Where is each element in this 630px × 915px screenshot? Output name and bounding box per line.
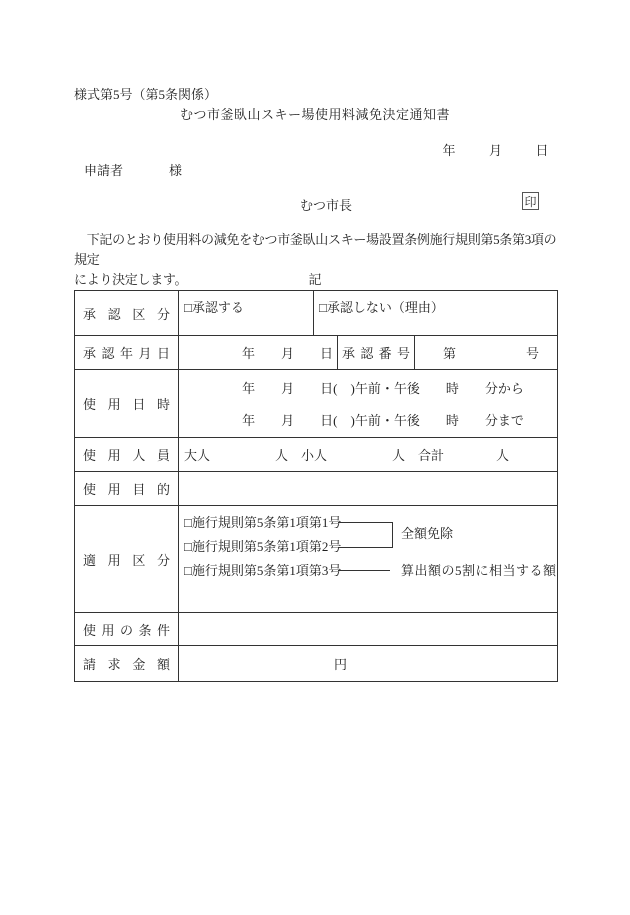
seal-box xyxy=(522,192,539,210)
applied-category-content xyxy=(179,506,557,612)
row-label-applied-category xyxy=(75,506,179,612)
approval-number-placeholder xyxy=(415,336,557,369)
half-exemption-label: 算出額の5割に相当する額 xyxy=(401,563,557,578)
approval-number-suffix: 号 xyxy=(525,346,539,361)
usage-datetime-content xyxy=(179,370,557,437)
applicant-honorific: 様 xyxy=(169,163,183,178)
full-exemption-label: 全額免除 xyxy=(401,526,454,541)
seal-label: 印 xyxy=(524,194,537,209)
row-label-usage-datetime xyxy=(75,370,179,437)
rule-item-3-checkbox-option: □施行規則第5条第1項第3号 xyxy=(184,563,342,578)
row-label-text: 承 認 番 号 xyxy=(342,346,410,361)
approval-number-prefix: 第 xyxy=(443,346,457,361)
table-row-usage-conditions xyxy=(75,613,557,646)
applicant-line xyxy=(84,160,182,179)
usage-people-content: 大人 人 小人 人 合計 人 xyxy=(184,448,510,463)
table-row-billing-amount xyxy=(75,646,557,681)
issuer-name: むつ市長 xyxy=(300,198,353,213)
row-label-usage-people xyxy=(75,438,179,471)
row-label-text: 使 用 の 条 件 xyxy=(83,622,170,638)
approval-date-placeholder: 年 月 日 xyxy=(179,336,338,369)
table-row-approval-date xyxy=(75,336,557,370)
table-row-approval-category xyxy=(75,291,557,336)
approval-number-label xyxy=(338,336,415,369)
table-row-usage-people xyxy=(75,438,557,472)
row-label-text: 承 認 年 月 日 xyxy=(83,346,170,361)
rule-item-1-checkbox-option: □施行規則第5条第1項第1号 xyxy=(184,515,342,530)
row-label-text: 使 用 人 員 xyxy=(83,448,170,463)
row-label-approval-date xyxy=(75,336,179,369)
approve-checkbox-option: □承認する xyxy=(179,291,314,335)
form-number: 様式第5号（第5条関係） xyxy=(74,87,218,102)
billing-amount-unit: 円 xyxy=(333,657,347,672)
row-label-text: 使 用 日 時 xyxy=(83,397,170,412)
form-table xyxy=(74,290,558,682)
row-label-usage-conditions xyxy=(75,613,179,645)
table-row-applied-category xyxy=(75,506,557,613)
body-line-2: により決定します。 xyxy=(74,272,188,287)
bracket-connector xyxy=(338,522,393,548)
usage-conditions-content xyxy=(179,613,557,645)
deny-checkbox-option: □承認しない（理由） xyxy=(319,300,444,315)
row-label-text: 使 用 目 的 xyxy=(83,482,170,497)
row-label-text: 請 求 金 額 xyxy=(83,657,170,672)
row-label-text: 適 用 区 分 xyxy=(83,552,170,568)
row-label-text: 承 認 区 分 xyxy=(83,306,170,322)
table-row-usage-purpose xyxy=(75,472,557,506)
applicant-label: 申請者 xyxy=(84,163,124,178)
row-label-billing-amount xyxy=(75,646,179,681)
table-row-usage-datetime xyxy=(75,370,557,438)
body-line-1: 下記のとおり使用料の減免をむつ市釜臥山スキー場設置条例施行規則第5条第3項の規定 xyxy=(74,232,557,267)
usage-datetime-to: 年 月 日( )午前・午後 時 分まで xyxy=(242,413,524,428)
record-heading: 記 xyxy=(308,272,322,287)
rule-item-2-checkbox-option: □施行規則第5条第1項第2号 xyxy=(184,539,342,554)
line-connector xyxy=(338,570,390,571)
document-title: むつ市釜臥山スキー場使用料減免決定通知書 xyxy=(179,107,450,122)
row-label-approval-category xyxy=(75,291,179,335)
issue-date-placeholder: 年 月 日 xyxy=(442,143,551,158)
row-label-usage-purpose xyxy=(75,472,179,505)
usage-purpose-content xyxy=(179,472,557,505)
usage-datetime-from: 年 月 日( )午前・午後 時 分から xyxy=(242,381,524,396)
